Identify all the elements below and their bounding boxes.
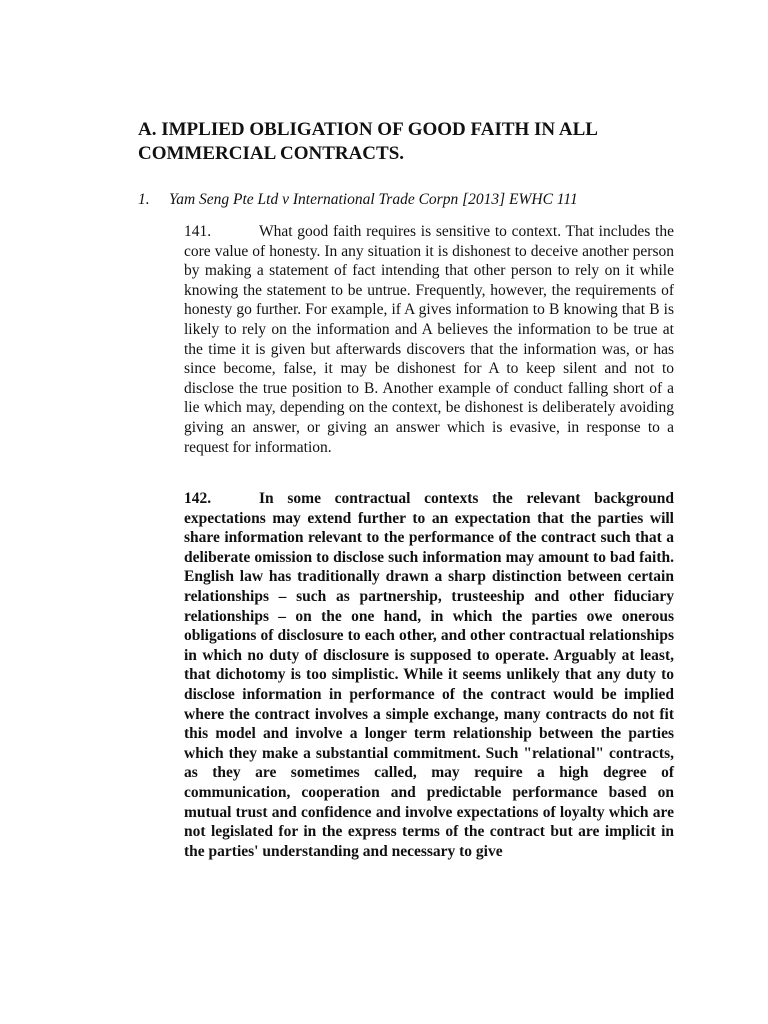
paragraph-text: In some contractual contexts the relevant background expectations may extend further to an expectation that the parties will share information relevant to the performance of the contract such that a deliberate omission to disclose such information may amount to bad faith. English law has traditionally drawn a sharp distinction between certain relationships – such as partnership, trusteeship and other fiduciary relationships – on the one hand, in which the parties owe onerous obligations of disclosure to each other, and other contractual relationships in which no duty of disclosure is supposed to operate. Arguably at least, that dichotomy is too simplistic. While it seems unlikely that any duty to disclose information in performance of the contract would be implied where the contract involves a simple exchange, many contracts do not fit this model and involve a longer term relationship between the parties which they make a substantial commitment. Such "relational" contracts, as they are sometimes called, may require a high degree of communication, cooperation and predictable performance based on mutual trust and confidence and involve expectations of loyalty which are not legislated for in the express terms of the contract but are implicit in the parties' understanding and necessary to give <box>184 490 674 860</box>
section-heading: A. IMPLIED OBLIGATION OF GOOD FAITH IN ALL COMMERCIAL CONTRACTS. <box>138 119 597 164</box>
paragraph-text: What good faith requires is sensitive to context. That includes the core value of honesty. In any situation it is dishonest to deceive another person by making a statement of fact intending that other person to rely on it while knowing the statement to be untrue. Frequently, however, the requirements of honesty go further. For example, if A gives information to B knowing that B is likely to rely on the information and A believes the information to be true at the time it is given but afterwards discovers that the information was, or has since become, false, it may be dishonest for A to keep silent and not to disclose the true position to B. Another example of conduct falling short of a lie which may, depending on the context, be dishonest is deliberately avoiding giving an answer, or giving an answer which is evasive, in response to a request for information. <box>184 223 674 456</box>
paragraph-141 <box>184 222 674 457</box>
paragraph-number: 141. <box>184 223 212 240</box>
case-reference <box>138 190 698 210</box>
paragraph-142 <box>184 489 674 861</box>
case-number: 1. <box>138 191 150 208</box>
case-title: Yam Seng Pte Ltd v International Trade Corpn [2013] EWHC 111 <box>169 191 578 208</box>
paragraph-number: 142. <box>184 490 212 507</box>
